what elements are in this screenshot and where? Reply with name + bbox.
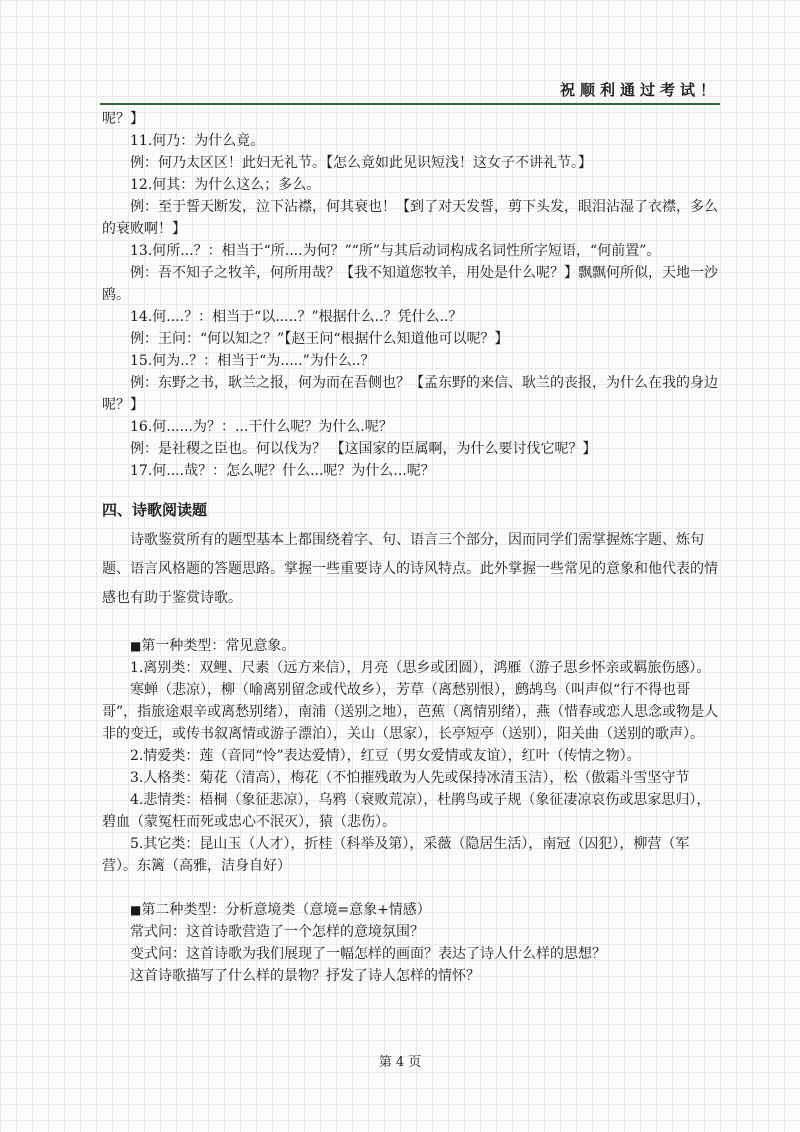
classical-chinese-notes (102, 108, 720, 482)
type1-list (102, 657, 720, 877)
type2-title: 第二种类型：分析意境类（意境=意象+情感） (141, 902, 431, 918)
header-title: 祝顺利通过考试！ (559, 81, 720, 99)
text-line: 13.何所...？：相当于“所....为何？”“所”与其后动词构成名词性所字短语，“何前置”。 (130, 243, 661, 259)
text-line: 14.何....？：相当于“以.....？”根据什么..？凭什么..？ (130, 309, 463, 325)
text-line: 5.其它类：昆山玉（人才），折桂（科举及第），采薇（隐居生活），南冠（囚犯），柳营（军营）。东篱（高雅，洁身自好） (102, 836, 690, 874)
type2-heading (102, 899, 720, 921)
page-number: 第 4 页 (378, 1055, 422, 1070)
type1-title: 第一种类型：常见意象。 (141, 638, 296, 654)
text-line: 2.情爱类：莲（音同“怜”表达爱情），红豆（男女爱情或友谊），红叶（传情之物）。 (130, 748, 641, 764)
text-line: 例：至于誓天断发，泣下沾襟，何其衰也！【到了对天发誓，剪下头发，眼泪沾湿了衣襟，多么的衰败啊！】 (102, 199, 718, 237)
text-line: 例：王问：“何以知之？”【赵王问“根据什么知道他可以呢？】 (130, 331, 509, 347)
text-line: 15.何为..？：相当于“为.....”为什么..？ (130, 353, 375, 369)
text-line: 17.何....哉？：怎么呢？什么...呢？为什么...呢？ (130, 463, 435, 479)
text-line: 这首诗歌描写了什么样的景物？抒发了诗人怎样的情怀？ (130, 968, 480, 984)
section-title: 四、诗歌阅读题 (102, 501, 208, 519)
text-line: 例：东野之书，耿兰之报，何为而在吾侧也？【孟东野的来信、耿兰的丧报，为什么在我的身边呢？】 (102, 375, 718, 413)
spacer (102, 613, 720, 635)
page-content (102, 108, 720, 987)
square-bullet-icon: ■ (130, 639, 142, 653)
text-line: 4.悲情类：梧桐（象征悲凉），乌鸦（衰败荒凉），杜鹃鸟或子规（象征凄凉哀伤或思家思归），碧血（蒙冤枉而死或忠心不泯灭），猿（悲伤）。 (102, 792, 711, 830)
text-line: 变式问：这首诗歌为我们展现了一幅怎样的画面？表达了诗人什么样的思想？ (130, 946, 606, 962)
text-line: 寒蝉（悲凉），柳（喻离别留念或代故乡），芳草（离愁别恨），鹧鸪鸟（叫声似“行不得也哥哥”，指旅途艰辛或离愁别绪），南浦（送别之地），芭蕉（离情别绪），燕（惜春或恋人思念或物是人非的变迁，或传书叙离情或游子漂泊），关山（思家），长亭短亭（送别），阳关曲（送别的歌声）。 (102, 682, 719, 742)
text-line: 11.何乃：为什么竟。 (130, 133, 265, 149)
text-line: 例：是社稷之臣也。何以伐为？ 【这国家的臣属啊，为什么要讨伐它呢？】 (130, 441, 597, 457)
spacer (102, 877, 720, 899)
text-line: 12.何其：为什么这么；多么。 (130, 177, 321, 193)
text-line: 呢？】 (102, 111, 144, 127)
type1-heading (102, 635, 720, 657)
square-bullet-icon: ■ (130, 903, 142, 917)
text-line: 3.人格类：菊花（清高），梅花（不怕摧残敢为人先或保持冰清玉洁），松（傲霜斗雪坚守节 (130, 770, 690, 786)
text-line: 常式问：这首诗歌营造了一个怎样的意境氛围？ (130, 924, 424, 940)
type2-list (102, 921, 720, 987)
text-line: 例：吾不知子之牧羊，何所用哉？【我不知道您牧羊，用处是什么呢？】飘飘何所似，天地一沙鸥。 (102, 265, 718, 303)
text-line: 16.何......为？：...干什么呢？为什么.呢？ (130, 419, 393, 435)
text-line: 例：何乃太区区！此妇无礼节。【怎么竟如此见识短浅！这女子不讲礼节。】 (130, 155, 592, 171)
section-intro: 诗歌鉴赏所有的题型基本上都围绕着字、句、语言三个部分，因而同学们需掌握炼字题、炼句题、语言风格题的答题思路。掌握一些重要诗人的诗风特点。此外掌握一些常见的意象和他代表的情感也有助于鉴赏诗歌。 (102, 532, 718, 606)
header-rule (100, 103, 720, 105)
text-line: 1.离别类：双鲤、尺素（远方来信），月亮（思乡或团圆），鸿雁（游子思乡怀亲或羁旅伤感）。 (130, 660, 711, 676)
